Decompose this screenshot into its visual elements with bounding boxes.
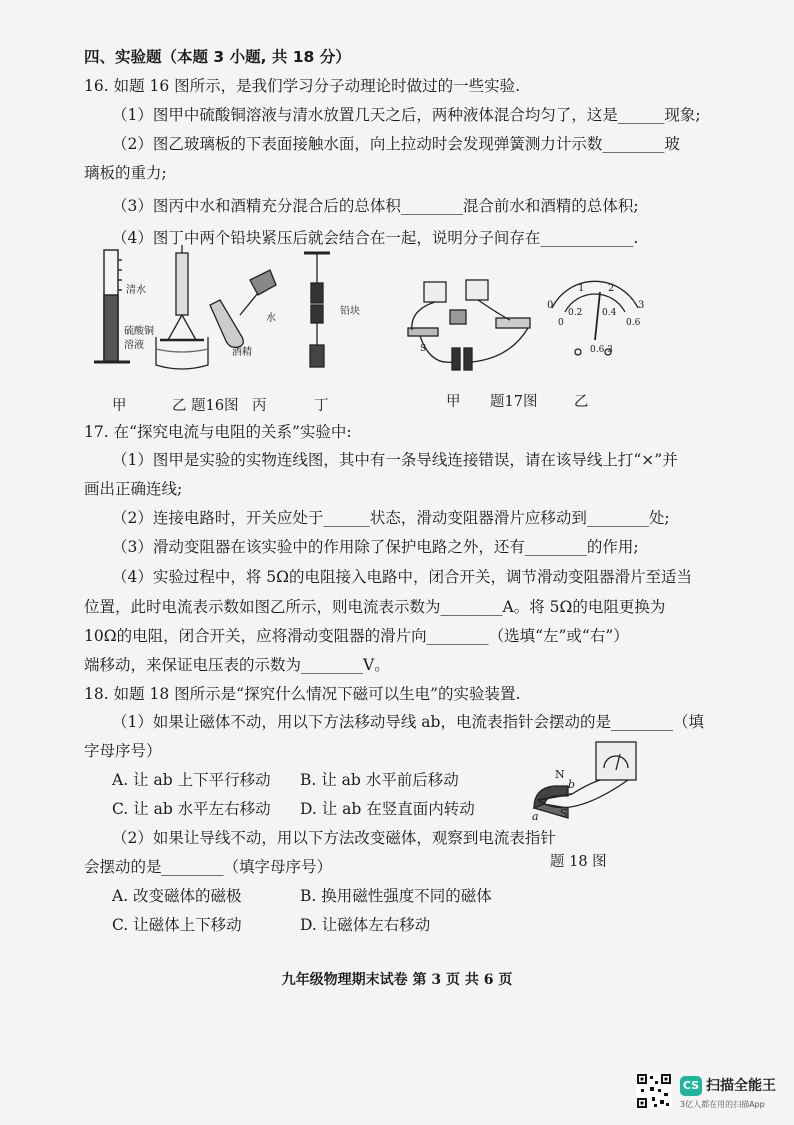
camscanner-logo: CS	[680, 1076, 702, 1096]
q16-part2-cont: 璃板的重力;	[84, 164, 167, 182]
q18-stem: 18. 如题 18 图所示是“探究什么情况下磁可以生电”的实验装置.	[84, 685, 521, 703]
q17-part4: （4）实验过程中，将 5Ω的电阻接入电路中，闭合开关，调节滑动变阻器滑片至适当	[112, 568, 693, 586]
q18-part2-option-d: D. 让磁体左右移动	[300, 916, 431, 934]
q18-part2-cont: 会摆动的是________（填字母序号）	[84, 858, 333, 876]
fig17-circuit	[408, 280, 530, 370]
q18-option-b: B. 让 ab 水平前后移动	[300, 771, 459, 789]
q18-option-c: C. 让 ab 水平左右移动	[112, 800, 271, 818]
q17-part3: （3）滑动变阻器在该实验中的作用除了保护电路之外，还有________的作用;	[112, 538, 639, 556]
page-footer: 九年级物理期末试卷 第 3 页 共 6 页	[281, 972, 513, 988]
fig16-cap-title: 乙 题16图	[172, 398, 239, 414]
q18-part2-option-c: C. 让磁体上下移动	[112, 916, 242, 934]
q16-part3: （3）图丙中水和酒精充分混合后的总体积________混合前水和酒精的总体积;	[112, 197, 639, 215]
q18-part2-option-a: A. 改变磁体的磁极	[112, 887, 242, 905]
q17-part4-line4: 端移动，来保证电压表的示数为________V。	[84, 656, 390, 674]
label-water: 清水	[126, 285, 146, 296]
q18-part2: （2）如果让导线不动，用以下方法改变磁体，观察到电流表指针	[112, 829, 556, 847]
dial-bottom-0: 0	[558, 318, 564, 328]
fig16-cap-jia: 甲	[112, 398, 127, 414]
magnet-n-label: N	[555, 768, 565, 781]
dial-terminals: 0.6 3	[590, 345, 613, 355]
dial-top-2: 2	[608, 283, 615, 294]
q18-part1-cont: 字母序号）	[84, 742, 162, 760]
q18-option-d: D. 让 ab 在竖直面内转动	[300, 800, 475, 818]
q17-part4-line2: 位置，此时电流表示数如图乙所示，则电流表示数为________A。将 5Ω的电阻更换为	[84, 598, 666, 616]
dial-top-3: 3	[638, 300, 645, 311]
fig17-cap-yi: 乙	[574, 394, 589, 410]
fig16-cap-ding: 丁	[314, 398, 329, 414]
q18-part1: （1）如果让磁体不动，用以下方法移动导线 ab，电流表指针会摆动的是________（填	[112, 713, 704, 731]
dial-top-0: 0	[547, 300, 554, 311]
section-title: 四、实验题（本题 3 小题, 共 18 分）	[84, 48, 351, 66]
q17-part4-line3: 10Ω的电阻，闭合开关，应将滑动变阻器的滑片向________（选填“左”或“右”）	[84, 627, 629, 645]
fig18-caption: 题 18 图	[550, 854, 607, 870]
fig18-diagram	[528, 738, 648, 824]
label-cuso4: 硫酸铜	[124, 326, 154, 337]
dial-top-1: 1	[578, 283, 585, 294]
q17-part1: （1）图甲是实验的实物连线图，其中有一条导线连接错误，请在该导线上打“×”并	[112, 451, 678, 469]
label-lead: 铅块	[340, 306, 360, 317]
wire-b-label: b	[568, 778, 576, 791]
q16-part4: （4）图丁中两个铅块紧压后就会结合在一起，说明分子间存在____________.	[112, 229, 639, 247]
fig17-cap-title: 题17图	[490, 394, 538, 410]
fig16-lead-blocks	[304, 253, 330, 367]
label-alcohol: 酒精	[232, 347, 252, 358]
q17-part1-cont: 画出正确连线;	[84, 480, 183, 498]
q18-option-a: A. 让 ab 上下平行移动	[112, 771, 271, 789]
dial-bottom-04: 0.4	[602, 308, 617, 318]
fig17-diagram	[400, 270, 660, 380]
magnet-s-label: S	[560, 807, 568, 820]
q18-part2-option-b: B. 换用磁性强度不同的磁体	[300, 887, 492, 905]
label-s: S	[420, 344, 427, 354]
camscanner-tagline: 3亿人都在用的扫描App	[680, 1100, 765, 1109]
label-cuso4-2: 溶液	[124, 340, 144, 351]
wire-a-label: a	[532, 810, 539, 823]
camscanner-name: 扫描全能王	[706, 1078, 776, 1094]
label-shui: 水	[266, 313, 276, 324]
dial-bottom-06: 0.6	[626, 318, 641, 328]
fig16-spring-scale	[156, 245, 208, 369]
dial-bottom-02: 0.2	[568, 308, 583, 318]
qr-code	[636, 1073, 672, 1109]
fig17-cap-jia: 甲	[446, 394, 461, 410]
q17-part2: （2）连接电路时，开关应处于______状态，滑动变阻器滑片应移动到________处;	[112, 509, 670, 527]
q16-stem: 16. 如题 16 图所示，是我们学习分子动理论时做过的一些实验.	[84, 77, 521, 95]
fig16-cap-bing: 丙	[252, 398, 267, 414]
q16-part1: （1）图甲中硫酸铜溶液与清水放置几天之后，两种液体混合均匀了，这是______现象;	[112, 106, 701, 124]
q16-part2: （2）图乙玻璃板的下表面接触水面，向上拉动时会发现弹簧测力计示数________玻	[112, 135, 680, 153]
q17-stem: 17. 在“探究电流与电阻的关系”实验中:	[84, 423, 352, 441]
